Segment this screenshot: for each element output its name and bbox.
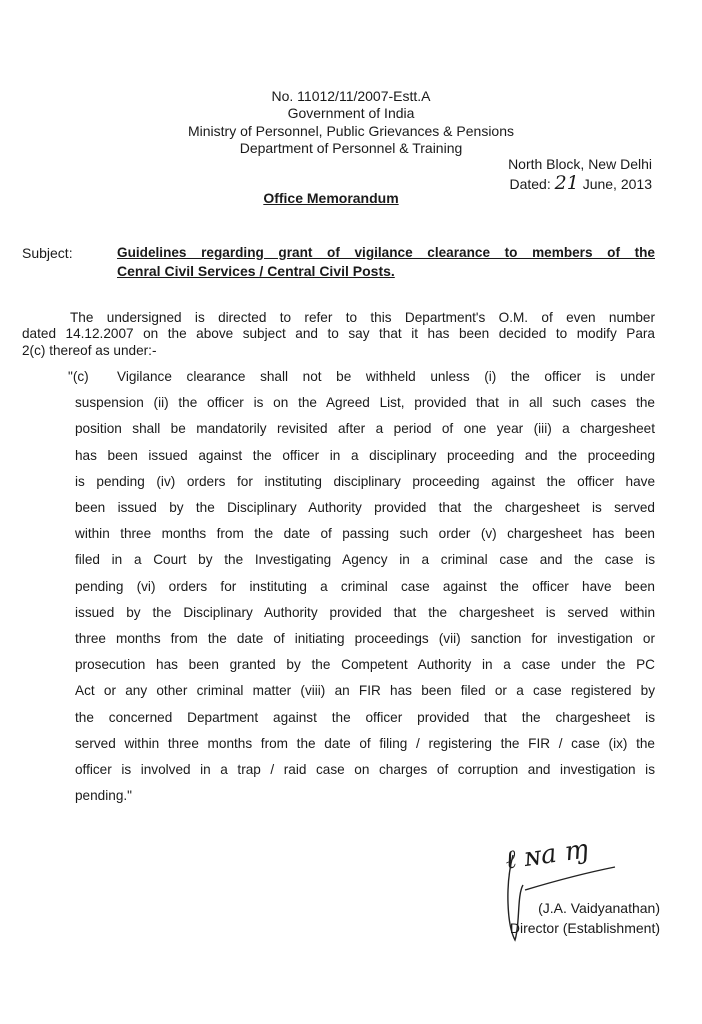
- signatory-name: (J.A. Vaidyanathan): [538, 900, 660, 916]
- clause-line: served within three months from the date of filing / registering the FIR / case (ix) the: [75, 735, 655, 751]
- government: Government of India: [287, 105, 415, 121]
- place: North Block, New Delhi: [508, 156, 652, 172]
- clause-line: the concerned Department against the officer provided that the chargesheet is: [75, 709, 655, 725]
- clause-line: pending.": [75, 788, 132, 804]
- department: Department of Personnel & Training: [239, 140, 463, 156]
- clause-line: position shall be mandatorily revisited after a period of one year (iii) a chargesheet: [75, 421, 655, 437]
- clause-line: three months from the date of initiating proceedings (vii) sanction for investigation or: [75, 631, 655, 646]
- date-day-handwritten: 21: [554, 172, 579, 194]
- clause-marker: "(c): [68, 369, 89, 384]
- clause-line: pending (vi) orders for instituting a criminal case against the officer have been: [75, 578, 655, 594]
- intro-line: dated 14.12.2007 on the above subject and to say that it has been decided to modify Para: [22, 326, 655, 341]
- intro-line: 2(c) thereof as under:-: [22, 343, 157, 358]
- file-number: No. 11012/11/2007-Estt.A: [271, 88, 431, 104]
- ministry: Ministry of Personnel, Public Grievances & Pensions: [187, 123, 515, 139]
- clause-line: prosecution has been granted by the Competent Authority in a case under the PC: [75, 657, 655, 673]
- clause-line: within three months from the date of passing such order (v) chargesheet has been: [75, 526, 655, 542]
- clause-line: Vigilance clearance shall not be withheld unless (i) the officer is under: [117, 369, 655, 384]
- date-label: Dated:: [509, 176, 551, 192]
- signatory-designation: Director (Establishment): [509, 920, 660, 936]
- clause-line: issued by the Disciplinary Authority provided that the chargesheet is served within: [75, 604, 655, 620]
- clause-line: Act or any other criminal matter (viii) an FIR has been filed or a case registered by: [75, 683, 655, 699]
- signature-mark: ℓ ɴa ɱ: [503, 834, 591, 876]
- memo-title: Office Memorandum: [263, 190, 399, 206]
- clause-line: filed in a Court by the Investigating Agency in a criminal case and the case is: [75, 552, 655, 568]
- date-rest: June, 2013: [582, 176, 652, 192]
- clause-line: is pending (iv) orders for instituting disciplinary proceeding against the officer have: [75, 473, 655, 489]
- clause-line: officer is involved in a trap / raid case on charges of corruption and investigation is: [75, 762, 655, 777]
- intro-line: The undersigned is directed to refer to this Department's O.M. of even number: [70, 310, 655, 325]
- subject-line: Guidelines regarding grant of vigilance clearance to members of the: [117, 245, 655, 260]
- subject-label: Subject:: [22, 245, 73, 261]
- clause-line: been issued by the Disciplinary Authority provided that the chargesheet is served: [75, 500, 655, 515]
- clause-line: suspension (ii) the officer is on the Agreed List, provided that in all such cases the: [75, 395, 655, 411]
- subject-line: Cenral Civil Services / Central Civil Posts.: [117, 263, 395, 279]
- clause-line: has been issued against the officer in a disciplinary proceeding and the proceeding: [75, 447, 655, 463]
